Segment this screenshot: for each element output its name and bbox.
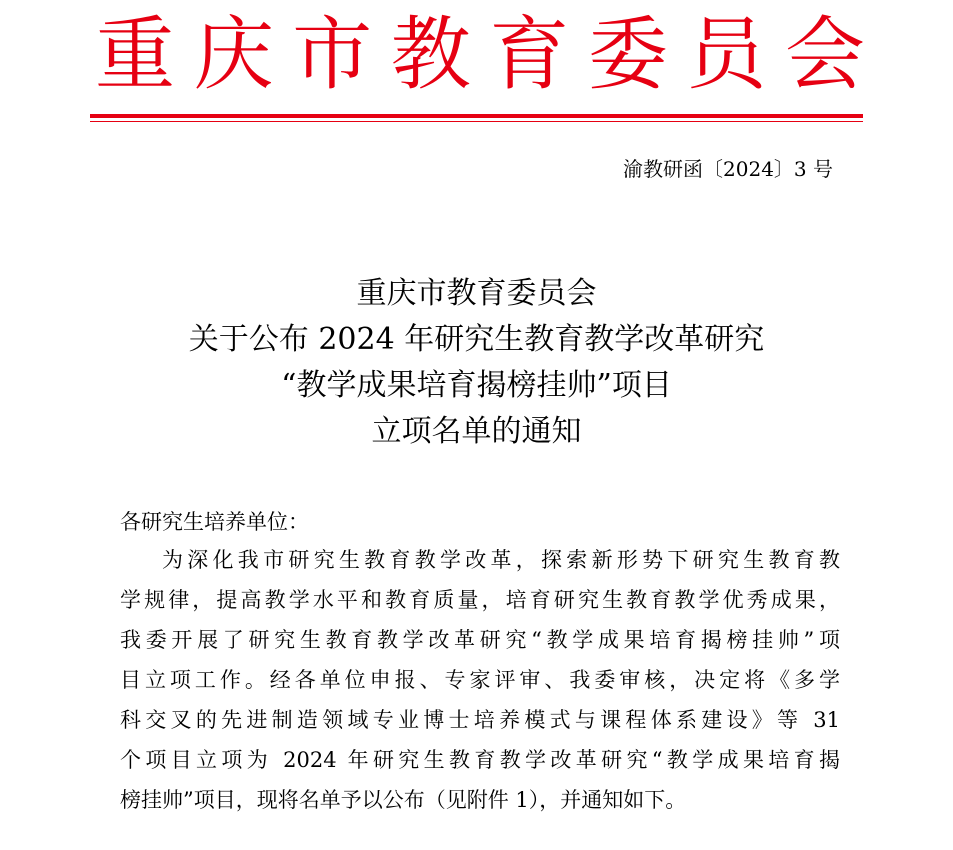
header-char: 育 bbox=[489, 8, 570, 101]
title-line: 重庆市教育委员会 bbox=[356, 276, 597, 311]
title-line: “教学成果培育揭榜挂帅”项目 bbox=[281, 368, 672, 403]
header-char: 重 bbox=[95, 8, 175, 101]
body-line: 目立项工作。经各单位申报、专家评审、我委审核，决定将《多学 bbox=[120, 668, 840, 692]
issuing-org-header bbox=[95, 2, 865, 108]
body-line: 我委开展了研究生教育教学改革研究“教学成果培育揭榜挂帅”项 bbox=[120, 628, 840, 652]
header-char: 庆 bbox=[193, 8, 274, 101]
document-title bbox=[0, 271, 953, 455]
header-char: 市 bbox=[292, 8, 373, 101]
body-paragraph bbox=[120, 540, 840, 820]
body-line: 学规律，提高教学水平和教育质量，培育研究生教育教学优秀成果， bbox=[120, 588, 840, 612]
document-number: 渝教研函〔2024〕3 号 bbox=[623, 157, 833, 181]
body-line: 为深化我市研究生教育教学改革，探索新形势下研究生教育教 bbox=[162, 548, 840, 572]
title-line: 立项名单的通知 bbox=[371, 414, 582, 449]
header-char: 会 bbox=[784, 8, 865, 101]
body-line: 个项目立项为 2024 年研究生教育教学改革研究“教学成果培育揭 bbox=[120, 748, 840, 772]
header-char: 教 bbox=[390, 8, 471, 101]
body-line: 科交叉的先进制造领域专业博士培养模式与课程体系建设》等 31 bbox=[120, 708, 840, 732]
header-char: 员 bbox=[686, 8, 767, 101]
salutation: 各研究生培养单位： bbox=[120, 510, 309, 534]
title-line: 关于公布 2024 年研究生教育教学改革研究 bbox=[188, 322, 765, 357]
header-divider-thick bbox=[90, 114, 863, 118]
header-char: 委 bbox=[587, 8, 668, 101]
header-divider-thin bbox=[90, 121, 863, 122]
body-line: 榜挂帅”项目，现将名单予以公布（见附件 1），并通知如下。 bbox=[120, 788, 687, 812]
